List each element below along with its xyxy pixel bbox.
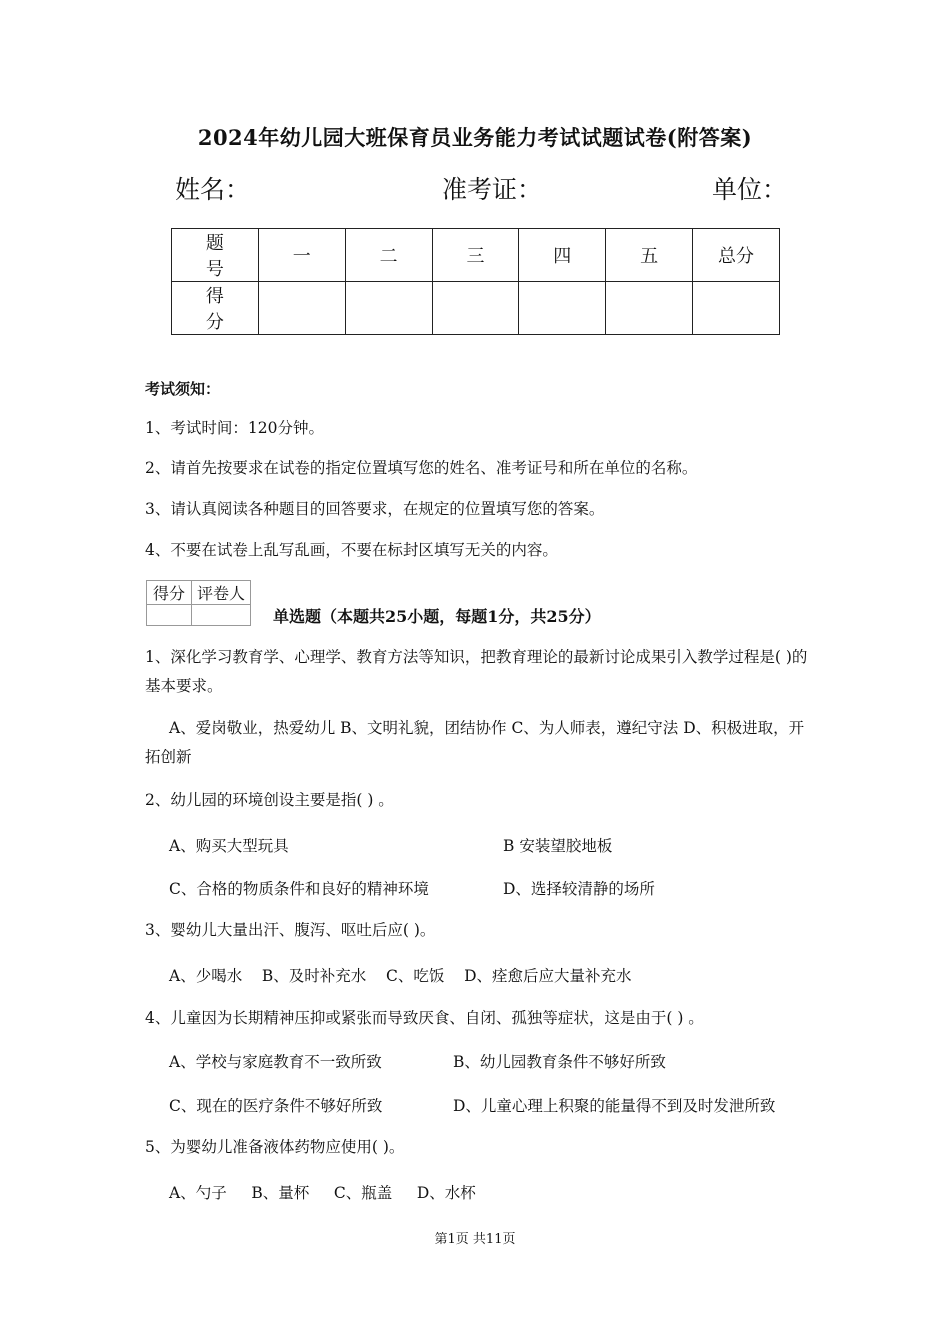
grader-box <box>146 580 251 626</box>
grader-reviewer-label: 评卷人 <box>192 581 251 605</box>
notice-item: 4、不要在试卷上乱写乱画，不要在标封区填写无关的内容。 <box>145 541 558 559</box>
question-4-option-d: D、儿童心理上积聚的能量得不到及时发泄所致 <box>453 1097 776 1115</box>
question-2-option-c: C、合格的物质条件和良好的精神环境 <box>169 880 429 898</box>
column-header: 总分 <box>693 229 780 282</box>
column-header: 五 <box>606 229 693 282</box>
section-title: 单选题（本题共25小题，每题1分，共25分） <box>273 607 601 626</box>
column-header: 一 <box>258 229 345 282</box>
score-table <box>171 228 780 335</box>
question-5-options: A、勺子 B、量杯 C、瓶盖 D、水杯 <box>169 1184 476 1202</box>
unit-field-label: 单位： <box>712 175 788 204</box>
score-cell[interactable] <box>345 282 432 335</box>
question-3-stem: 3、婴幼儿大量出汗、腹泻、呕吐后应( )。 <box>145 921 436 939</box>
question-4-option-c: C、现在的医疗条件不够好所致 <box>169 1097 383 1115</box>
question-4-option-b: B、幼儿园教育条件不够好所致 <box>453 1053 666 1071</box>
grader-score-label: 得分 <box>147 581 192 605</box>
grader-score-cell[interactable] <box>147 605 192 626</box>
notice-item: 2、请首先按要求在试卷的指定位置填写您的姓名、准考证号和所在单位的名称。 <box>145 459 698 477</box>
score-row-label: 得 分 <box>172 282 259 335</box>
question-1-options: A、爱岗敬业，热爱幼儿 B、文明礼貌，团结协作 C、为人师表，遵纪守法 D、积极进取，开拓创新 <box>145 719 805 766</box>
grader-reviewer-cell[interactable] <box>192 605 251 626</box>
exam-title: 2024年幼儿园大班保育员业务能力考试试题试卷(附答案) <box>197 125 753 150</box>
question-1-stem: 1、深化学习教育学、心理学、教育方法等知识，把教育理论的最新讨论成果引入教学过程是( )的基本要求。 <box>145 648 808 695</box>
question-4-option-a: A、学校与家庭教育不一致所致 <box>169 1053 382 1071</box>
question-2-option-a: A、购买大型玩具 <box>169 837 289 855</box>
question-5-stem: 5、为婴幼儿准备液体药物应使用( )。 <box>145 1138 405 1156</box>
score-cell[interactable] <box>606 282 693 335</box>
question-3-options: A、少喝水 B、及时补充水 C、吃饭 D、痊愈后应大量补充水 <box>169 967 632 985</box>
page-footer: 第1页 共11页 <box>434 1232 516 1247</box>
notice-item: 1、考试时间：120分钟。 <box>145 419 324 437</box>
score-cell[interactable] <box>519 282 606 335</box>
score-cell[interactable] <box>432 282 519 335</box>
ticket-field-label: 准考证： <box>442 175 543 204</box>
score-cell[interactable] <box>693 282 780 335</box>
question-2-option-d: D、选择较清静的场所 <box>503 880 655 898</box>
score-cell[interactable] <box>258 282 345 335</box>
column-header: 二 <box>345 229 432 282</box>
column-header: 四 <box>519 229 606 282</box>
notice-heading: 考试须知： <box>145 380 221 398</box>
column-header: 三 <box>432 229 519 282</box>
question-number-label: 题 号 <box>172 229 259 282</box>
question-4-stem: 4、儿童因为长期精神压抑或紧张而导致厌食、自闭、孤独等症状，这是由于( ) 。 <box>145 1009 704 1027</box>
question-2-option-b: B 安装望胶地板 <box>503 837 613 855</box>
question-2-stem: 2、幼儿园的环境创设主要是指( ) 。 <box>145 791 394 809</box>
name-field-label: 姓名： <box>175 175 251 204</box>
notice-item: 3、请认真阅读各种题目的回答要求，在规定的位置填写您的答案。 <box>145 500 605 518</box>
